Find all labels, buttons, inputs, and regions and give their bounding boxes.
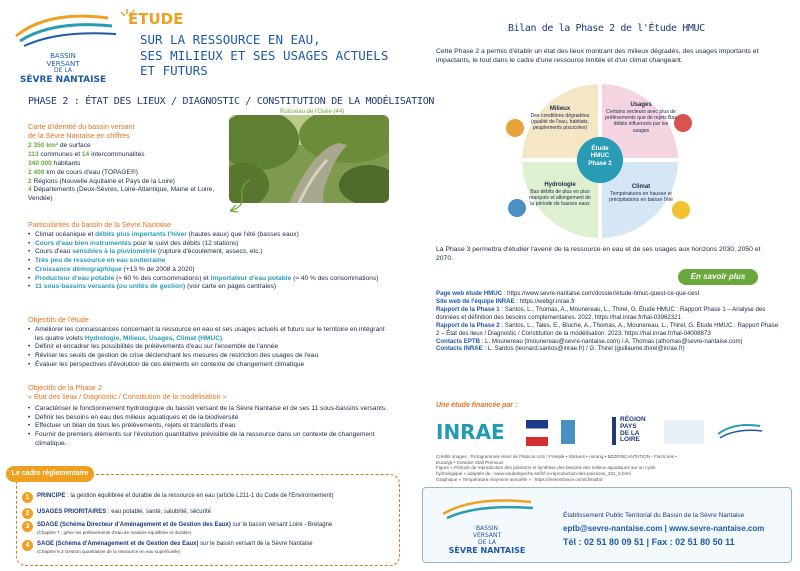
carte-item (28, 151, 228, 160)
link-entry[interactable] (436, 345, 781, 353)
cadre-item-title: SDAGE (Schéma Directeur d'Aménagement et de Gestion des Eaux) (37, 522, 231, 528)
carte-heading-line1: Carte d'identité du bassin versant (28, 122, 135, 131)
inrae-logo: INRAE (436, 420, 505, 444)
phase2-heading-line2: « État des lieux / Diagnostic / Constitution de la modélisation » (28, 392, 227, 401)
usages-text (605, 102, 677, 134)
cadre-items (0, 490, 400, 570)
center-line2: HMUC (590, 152, 610, 160)
carte-item (28, 160, 228, 169)
phase3-text: La Phase 3 permettra d'étudier l'avenir de la ressource en eau et de ses usages aux horizons 2030, 2050 et 2070. (436, 246, 761, 262)
carte-item (28, 142, 228, 151)
sun-icon (672, 201, 690, 219)
wave-logo-icon (8, 8, 118, 48)
carte-item (28, 169, 228, 178)
carte-item (28, 186, 228, 204)
climat-text (609, 184, 673, 203)
highlight-text: Hydrologie, Milieux, Usages, Climat (HMUC) (84, 334, 223, 342)
cadre-item-title: USAGES PRIORITAIRES (37, 509, 107, 515)
logo-line4: SÈVRE NANTAISE (19, 74, 107, 85)
sparkle-icon (118, 8, 136, 26)
footer-org: Établissement Public Territorial du Bassin de la Sèvre Nantaise (563, 512, 745, 519)
study-title-line1: SUR LA RESSOURCE EN EAU, (140, 32, 321, 47)
usages-desc: Certains secteurs avec plus de prélèvements que de rejets Bas débits influencés par les usages (605, 109, 677, 134)
sevre-nantaise-logo (8, 8, 118, 88)
link-label: Page web étude HMUC (436, 290, 503, 297)
logo-line2: VERSANT (46, 59, 80, 68)
link-label: Rapport de la Phase 1 (436, 305, 500, 313)
link-entry[interactable] (436, 306, 781, 322)
link-label: Contacts INRAE (436, 345, 483, 353)
carte-identite (28, 122, 228, 204)
region-line4: LOIRE (620, 436, 640, 444)
text-fragment: (rupture d'écoulement, assecs, etc.) (156, 248, 263, 256)
republique-logo (526, 420, 548, 446)
bilan-intro: Cette Phase 2 a permis d'établir un état des lieux montrant des milieux dégradés, des usages importants et impactants, le tout dans le cadre d'une ressource limitée et d'un climat changeant. (436, 48, 759, 64)
list-item (28, 343, 388, 352)
hmuc-diagram (505, 78, 695, 243)
text-fragment: (≈ 60 % des consommations) et (114, 274, 211, 282)
region-line1: RÉGION (620, 416, 646, 423)
text-fragment: Cours d'eau (35, 248, 73, 256)
carte-number: 2 (28, 177, 32, 185)
carte-number: 2 400 (28, 168, 45, 176)
region-logo (620, 417, 646, 444)
link-label: Contacts EPTB (436, 337, 481, 345)
photo-caption: Ruisseau de l'Osée (44) (280, 109, 345, 115)
region-line3: DE LA (620, 429, 640, 437)
carte-number: 2 350 km² (28, 142, 59, 149)
list-item (28, 422, 388, 431)
text-fragment: Effectuer un bilan de tous les prélèvements, rejets et transferts d'eau (35, 422, 236, 430)
objectifs-section (28, 315, 388, 370)
carte-item (28, 178, 228, 187)
objectifs-heading: Objectifs de l'étude (28, 315, 89, 324)
credit-line: Eucalyp • Creative Stall Premium (436, 459, 504, 465)
particularites-heading: Particularités du bassin de la Sèvre Nantaise (28, 220, 172, 229)
link-value: : L. Mounereau (lmounereau@sevre-nantaise.com) / A. Thomas (athomas@sevre-nantaise.com) (480, 337, 743, 345)
link-entry[interactable] (436, 322, 781, 338)
list-item (28, 275, 398, 284)
footer-wave-icon (437, 494, 537, 522)
link-entry[interactable] (436, 338, 781, 346)
text-fragment: Améliorer les connaissances concernant la ressource en eau et ses usages actuels et futurs sur le territoire en intégrant les quatre volets (35, 326, 385, 342)
footer-contact[interactable]: eptb@sevre-nantaise.com | www.sevre-nantaise.com (563, 524, 765, 533)
carte-text: km de cours d'eau (TOPAGE®) (44, 168, 138, 176)
highlight-text: Très peu de ressource en eau souterraine (35, 257, 166, 265)
list-item (28, 240, 398, 249)
image-credits (436, 454, 781, 483)
text-fragment: Caractériser le fonctionnement hydrologique du bassin versant de la Sèvre Nantaise et de ses 11 sous-bassins versants. (35, 405, 388, 412)
carte-number: 113 (28, 150, 39, 158)
cadre-number-badge: 4 (22, 540, 33, 551)
climat-title: Climat (631, 184, 651, 190)
region-bar-icon (612, 417, 616, 445)
carte-text: Départements (Deux-Sèvres, Loire-Atlantique, Maine et Loire, Vendée) (28, 186, 215, 203)
text-fragment: Climat océanique et (35, 231, 96, 238)
study-title (140, 32, 400, 79)
list-item (28, 266, 398, 275)
fish-icon (506, 119, 524, 137)
text-fragment: (≈ 40 % des consommations) (291, 274, 379, 282)
link-value: : Santos, L., Thomas, A., Mounereau, L., Thirel, G. Étude HMUC : Rapport Phase 1 – Analyse des données et définition des besoins complémentaires. 2022. https://hal.inrae.fr/hal-03962321 (436, 305, 766, 321)
phase2-heading-line1: Objectifs de la Phase 2 (28, 383, 102, 392)
region-line2: PAYS (620, 422, 637, 430)
hydrologie-text (527, 182, 593, 208)
funders-row (436, 414, 781, 450)
etude-label: ÉTUDE (128, 10, 184, 28)
list-item (28, 414, 388, 423)
center-line1: Étude (591, 145, 609, 152)
cadre-item (37, 509, 387, 517)
footer-phone: Tél : 02 51 80 09 51 | Fax : 02 51 80 50 11 (563, 537, 735, 547)
cadre-item (37, 541, 387, 554)
link-entry[interactable] (436, 290, 781, 298)
text-fragment: Définir et encadrer les possibilités de prélèvements d'eau sur l'ensemble de l'année (35, 343, 279, 351)
carte-text: habitants (51, 159, 81, 167)
list-item (28, 326, 388, 343)
water-drop-icon (508, 199, 526, 217)
cadre-item-text: sur le bassin versant Loire - Bretagne (230, 522, 333, 528)
financed-by-label: Une étude financée par : (436, 402, 518, 409)
highlight-text: débits plus importants l'hiver (95, 231, 187, 238)
center-label (577, 145, 623, 167)
logo-line1: BASSIN (50, 51, 76, 60)
link-entry[interactable] (436, 298, 781, 306)
cadre-item-title: SAGE (Schéma d'Aménagement et de Gestion des Eaux) (37, 541, 199, 547)
cadre-item-text: : eau potable, santé, salubrité, sécurité (106, 509, 211, 515)
milieux-title: Milieux (549, 106, 571, 112)
text-fragment: Évaluer les perspectives d'évolution de ces éléments en contexte de changement climatique (35, 360, 305, 368)
cadre-number-badge: 2 (22, 508, 33, 519)
carte-text: de surface (58, 142, 91, 149)
list-item (28, 248, 398, 257)
bilan-title: Bilan de la Phase 2 de l'Étude HMUC (508, 23, 705, 34)
cadre-item-text: sur le bassin versant de la Sèvre Nantaise (198, 541, 313, 547)
cadre-item-note: (Chapitre 7 : gérer les prélèvements d'eau de manière équilibrée et durable) (37, 529, 192, 535)
links-list (436, 290, 781, 353)
text-fragment: Fournir de premiers éléments sur l'évolution quantitative prévisible de la ressource dans un contexte de changement climatique. (35, 431, 375, 447)
hydrologie-title: Hydrologie (544, 182, 576, 188)
credit-line: Crédits images : Pictogrammes issus de Flaticon.com / Freepik • Stickers • ourang • BZZRINCANTATION - Flat Icons • (436, 454, 677, 459)
highlight-text: Croissance démographique (35, 265, 122, 273)
carte-text: Régions (Nouvelle Aquitaine et Pays de la Loire) (31, 177, 175, 185)
cadre-badge: Le cadre réglementaire (6, 466, 94, 482)
climat-desc: Températures en hausse et précipitations en baisse l'été (609, 191, 673, 204)
carte-text: communes et (38, 150, 82, 158)
list-item (28, 431, 388, 448)
link-value: : https://www.sevre-nantaise.com/dossier/etude-hmuc-quest-ce-que-cest (502, 290, 700, 297)
cadre-item-title: PRINCIPE (37, 493, 66, 499)
footer-box (422, 487, 792, 563)
logo-line3: DE LA (54, 66, 72, 74)
list-item (28, 231, 398, 240)
list-item (28, 361, 388, 370)
footer-logo-line3: DE LA (478, 538, 496, 546)
en-savoir-plus-badge: En savoir plus (678, 269, 758, 285)
sevre-small-logo (714, 420, 764, 444)
text-fragment: (+13 % de 2008 à 2020) (121, 265, 195, 273)
agence-eau-logo (561, 420, 575, 444)
cadre-number-badge: 3 (22, 521, 33, 532)
footer-logo-line1: BASSIN (475, 524, 499, 532)
text-fragment: (voir carte en pages centrales) (185, 283, 277, 291)
link-label: Rapport de la Phase 2 (436, 321, 500, 329)
link-label: Site web de l'équipe INRAE (436, 297, 515, 305)
carte-text: intercommunalités (89, 150, 145, 158)
highlight-text: importateur d'eau potable (210, 274, 292, 282)
highlight-text: Cours d'eau bien instrumentés (35, 239, 132, 247)
carte-number: 340 000 (28, 159, 52, 167)
list-item (28, 257, 398, 266)
text-fragment: Définir les besoins en eau des milieux aquatiques et de la biodiversité (35, 413, 239, 421)
footer-logo-line2: VERSANT (472, 531, 502, 539)
text-fragment: pour le suivi des débits (12 stations) (131, 239, 239, 247)
credit-line: Graphique « Température moyenne annuelle » : https://meteofrance.com/climathd (436, 476, 603, 482)
text-fragment: Réviser les seuils de gestion de crise déclenchant les mesures de restriction des usages de l'eau (35, 352, 319, 360)
usages-title: Usages (630, 102, 652, 108)
highlight-text: sensibles à la pluviométrie (72, 248, 157, 256)
particularites-section (28, 220, 398, 292)
cycle-logo (664, 420, 704, 444)
carte-heading-line2: de la Sèvre Nantaise en chiffres (28, 131, 130, 140)
objectifs-phase2-section (28, 383, 388, 449)
carte-number: 14 (81, 150, 90, 158)
cadre-item-text: : la gestion équilibrée et durable de la ressource en eau (article L211-1 du Code de l'Environnement) (65, 493, 334, 499)
milieux-desc: Des conditions dégradées (qualité de l'eau, habitats, peuplements piscicoles) (530, 113, 590, 132)
highlight-text: 11 sous-bassins versants (ou unités de gestion) (35, 283, 186, 291)
phase-title: PHASE 2 : ÉTAT DES LIEUX / DIAGNOSTIC / CONSTITUTION DE LA MODÉLISATION (28, 96, 435, 107)
list-item (28, 352, 388, 361)
list-item (28, 405, 388, 414)
list-item (28, 283, 398, 292)
credit-line: Figure « Période de reproduction des poissons et synthèse des besoins des milieux aquatiques sur un cycle (436, 465, 656, 471)
credit-line: hydrologique » adaptée de : www.eaubdepeche.se/fr/l-a-reproduction-des-poissons_231_8.html (436, 471, 631, 477)
right-page (400, 0, 800, 571)
footer-logo (437, 494, 537, 558)
cadre-item-note: (Chapitre 6.3 Gestion quantitative de la ressource en eau superficielle) (37, 548, 181, 554)
cadre-item (37, 493, 387, 501)
cadre-item (37, 522, 387, 535)
study-title-line2: SES MILIEUX ET SES USAGES ACTUELS ET FUTURS (140, 47, 389, 79)
hydrologie-desc: Bas débits de plus en plus marqués et allongement de la période de basses eaux (529, 189, 591, 208)
carte-number: 4 (28, 186, 32, 194)
footer-logo-line4: SÈVRE NANTAISE (448, 546, 526, 556)
link-value: : L. Santos (leonard.santos@inrae.fr) / G. Thirel (guillaume.thirel@inrae.fr) (482, 345, 685, 353)
milieux-text (525, 106, 595, 132)
center-line3: Phase 2 (588, 159, 612, 167)
cadre-number-badge: 1 (22, 492, 33, 503)
link-value: : Santos, L., Tales, E., Bluche, A., Thomas, A., Mounereau, L., Thirel, G. Étude HMUC : Rapport Phase 2 – État des lieux / Diagnostic / Constitution de la modélisation. 2023. https://hal.inrae.fr/hal-04008873 (436, 321, 779, 337)
text-fragment: (hautes eaux) que l'été (basses eaux) (186, 231, 299, 238)
highlight-text: Producteur d'eau potable (35, 274, 115, 282)
link-value: : https://webgr.inrae.fr (514, 297, 575, 305)
